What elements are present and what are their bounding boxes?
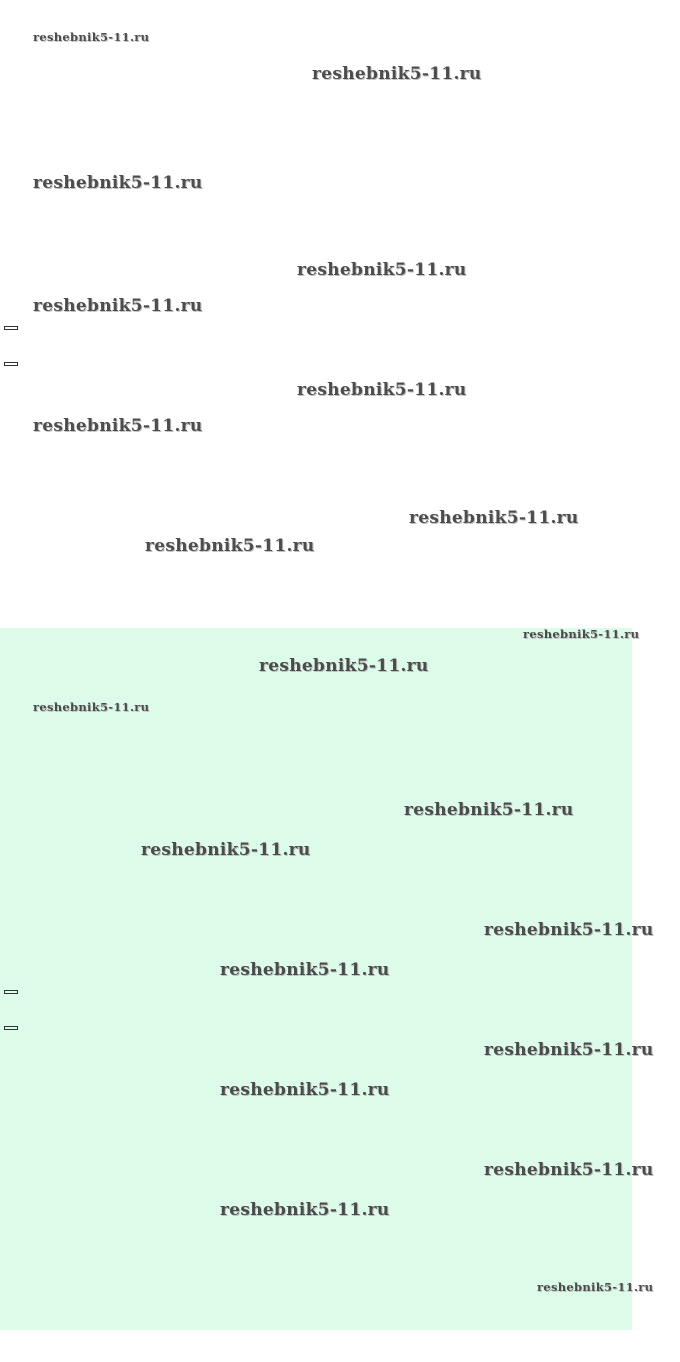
watermark-text: reshebnik5-11.ru	[33, 416, 203, 436]
watermark-text: reshebnik5-11.ru	[523, 627, 640, 641]
boxed-conjunction	[4, 990, 18, 994]
watermark-text: reshebnik5-11.ru	[259, 656, 429, 676]
watermark-text: reshebnik5-11.ru	[297, 380, 467, 400]
watermark-text: reshebnik5-11.ru	[220, 1080, 390, 1100]
text-line	[2, 315, 20, 335]
text-line	[2, 351, 20, 371]
text-line	[2, 1015, 20, 1035]
watermark-text: reshebnik5-11.ru	[33, 296, 203, 316]
boxed-conjunction	[4, 362, 18, 366]
watermark-text: reshebnik5-11.ru	[33, 173, 203, 193]
watermark-text: reshebnik5-11.ru	[220, 1200, 390, 1220]
text-line	[2, 594, 8, 614]
text-line	[2, 1258, 8, 1278]
watermark-text: reshebnik5-11.ru	[145, 536, 315, 556]
watermark-text: reshebnik5-11.ru	[141, 840, 311, 860]
watermark-text: reshebnik5-11.ru	[220, 960, 390, 980]
watermark-text: reshebnik5-11.ru	[33, 700, 150, 714]
watermark-text: reshebnik5-11.ru	[404, 800, 574, 820]
watermark-text: reshebnik5-11.ru	[409, 508, 579, 528]
watermark-text: reshebnik5-11.ru	[484, 920, 654, 940]
boxed-conjunction	[4, 326, 18, 330]
watermark-text: reshebnik5-11.ru	[33, 30, 150, 44]
watermark-text: reshebnik5-11.ru	[484, 1040, 654, 1060]
watermark-text: reshebnik5-11.ru	[312, 64, 482, 84]
watermark-text: reshebnik5-11.ru	[297, 260, 467, 280]
watermark-text: reshebnik5-11.ru	[484, 1160, 654, 1180]
watermark-text: reshebnik5-11.ru	[537, 1280, 654, 1294]
text-line	[2, 979, 20, 999]
boxed-conjunction	[4, 1026, 18, 1030]
